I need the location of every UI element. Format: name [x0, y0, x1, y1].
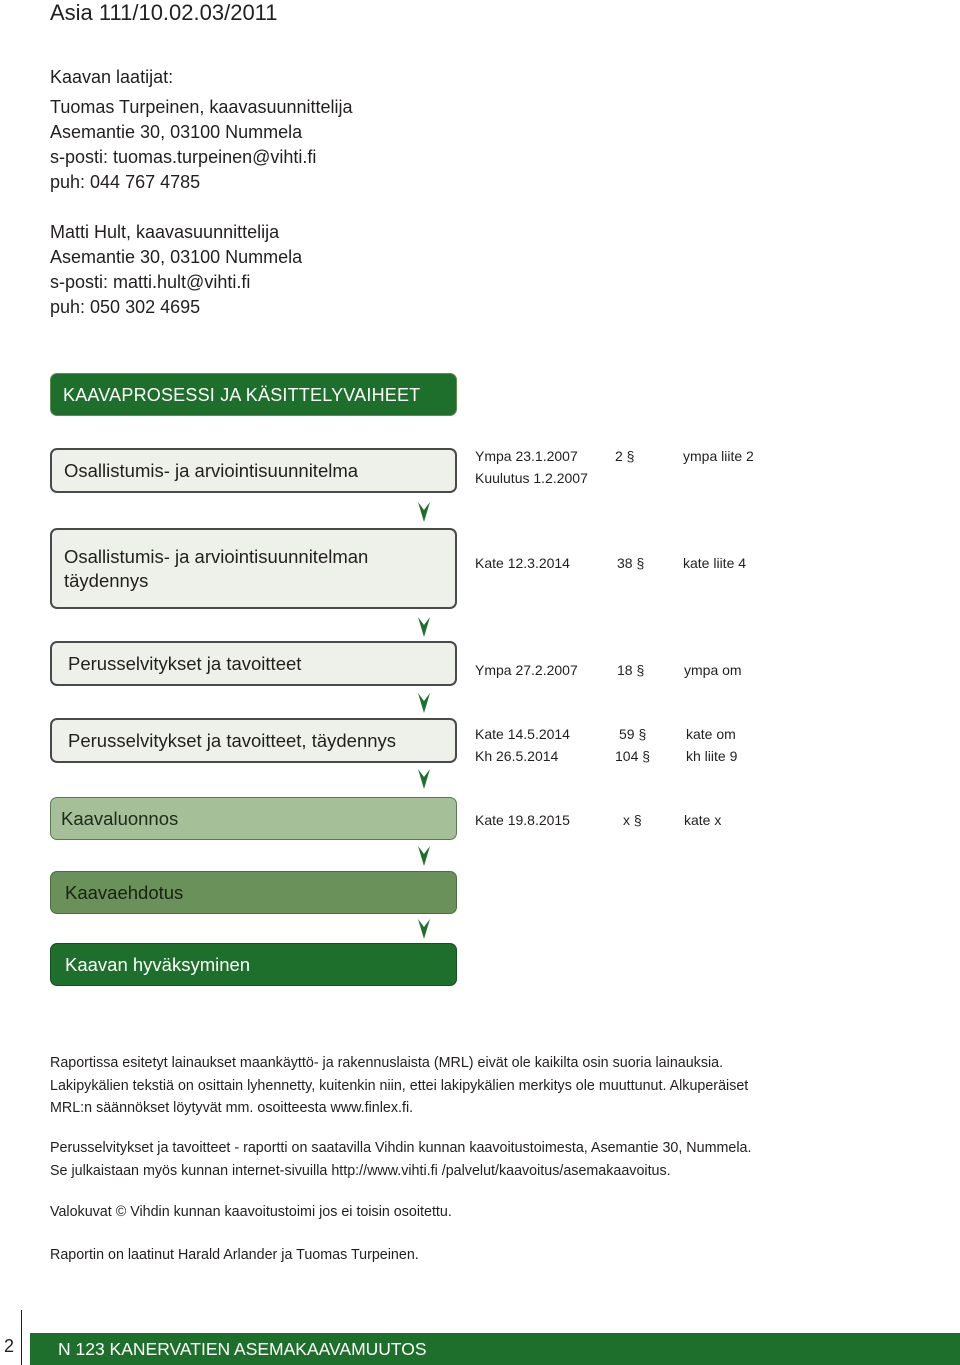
process-step-approval: [50, 943, 457, 986]
process-step-proposal: [50, 871, 457, 914]
note-report-authors: Raportin on laatinut Harald Arlander ja Tuomas Turpeinen.: [50, 1247, 419, 1263]
step-label: Perusselvitykset ja tavoitteet, täydennys: [68, 729, 397, 751]
footer-title-bar: [30, 1333, 960, 1365]
info-section: 104 §: [615, 748, 651, 764]
footer-divider: [21, 1310, 22, 1365]
note-mrl-quotations: Raportissa esitetyt lainaukset maankäyttö- ja rakennuslaista (MRL) eivät ole kaikilta osin suoria lainauksia. Lakipykälien tekstiä on osittain lyhennetty, kuitenkin niin, ettei lakipykälien merkitys ole muuttunut. Alkuperäiset MRL:n säännökset löytyvät mm. osoitteesta www.finlex.fi.: [50, 1055, 749, 1116]
down-arrow-icon: [414, 845, 434, 867]
down-arrow-icon: [414, 616, 434, 638]
author-1-email: s-posti: tuomas.turpeinen@vihti.fi: [50, 147, 317, 167]
down-arrow-icon: [414, 501, 434, 523]
note-report-availability: Perusselvitykset ja tavoitteet - raportti on saatavilla Vihdin kunnan kaavoitustoimesta, Asemantie 30, Nummela. Se julkaistaan myös kunnan internet-sivuilla http://www.vihti.fi /palvelut/kaavoitus/asemakaavoitus.: [50, 1140, 752, 1179]
info-date: Kh 26.5.2014: [475, 748, 559, 764]
down-arrow-icon: [414, 692, 434, 714]
note-photo-credits: Valokuvat © Vihdin kunnan kaavoitustoimi jos ei toisin osoitettu.: [50, 1204, 452, 1220]
step-label: Osallistumis- ja arviointisuunnitelman täydennys: [64, 545, 369, 591]
author-2-name: Matti Hult, kaavasuunnittelija: [50, 222, 280, 242]
step-label: Kaavaluonnos: [61, 807, 179, 829]
info-date: Kuulutus 1.2.2007: [475, 470, 588, 486]
author-2-phone: puh: 050 302 4695: [50, 297, 201, 317]
info-reference: kh liite 9: [686, 748, 738, 764]
info-section: x §: [623, 812, 642, 828]
step-label: Kaavaehdotus: [65, 881, 184, 903]
step-1-info-row-1: [475, 446, 754, 467]
step-4-info-row-2: [475, 746, 737, 767]
info-reference: kate x: [684, 812, 722, 828]
step-1-info-row-2: [475, 468, 588, 489]
info-section: 2 §: [615, 448, 635, 464]
process-heading-text: KAAVAPROSESSI JA KÄSITTELYVAIHEET: [63, 384, 421, 405]
down-arrow-icon: [414, 768, 434, 790]
info-date: Kate 19.8.2015: [475, 812, 570, 828]
step-5-info-row-1: [475, 810, 721, 831]
step-3-info-row-1: [475, 660, 742, 681]
process-step-draft: [50, 797, 457, 840]
process-step-participation-plan: [50, 448, 457, 493]
author-2-address: Asemantie 30, 03100 Nummela: [50, 247, 303, 267]
info-section: 59 §: [619, 726, 647, 742]
down-arrow-icon: [414, 918, 434, 940]
info-reference: kate liite 4: [683, 555, 747, 571]
info-date: Kate 14.5.2014: [475, 726, 570, 742]
authors-heading: Kaavan laatijat:: [50, 67, 174, 87]
footer-title: N 123 KANERVATIEN ASEMAKAAVAMUUTOS: [58, 1339, 427, 1359]
info-reference: ympa om: [684, 662, 742, 678]
process-step-baseline-surveys-supplement: [50, 718, 457, 763]
step-4-info-row-1: [475, 724, 736, 745]
info-date: Ympa 27.2.2007: [475, 662, 578, 678]
process-heading: [50, 373, 457, 416]
author-1-address: Asemantie 30, 03100 Nummela: [50, 122, 303, 142]
author-1-phone: puh: 044 767 4785: [50, 172, 201, 192]
step-label: Kaavan hyväksyminen: [65, 953, 251, 975]
step-2-info-row-1: [475, 553, 746, 574]
author-2-email: s-posti: matti.hult@vihti.fi: [50, 272, 251, 292]
step-label: Perusselvitykset ja tavoitteet: [68, 652, 302, 674]
process-step-baseline-surveys: [50, 641, 457, 686]
info-date: Ympa 23.1.2007: [475, 448, 578, 464]
info-date: Kate 12.3.2014: [475, 555, 570, 571]
document-reference: Asia 111/10.02.03/2011: [50, 0, 278, 25]
info-reference: ympa liite 2: [683, 448, 754, 464]
author-1-name: Tuomas Turpeinen, kaavasuunnittelija: [50, 97, 353, 117]
info-section: 38 §: [617, 555, 645, 571]
info-reference: kate om: [686, 726, 736, 742]
info-section: 18 §: [617, 662, 645, 678]
process-step-participation-plan-supplement: [50, 528, 457, 609]
page-number: 2: [3, 1336, 14, 1356]
step-label: Osallistumis- ja arviointisuunnitelma: [64, 459, 359, 481]
